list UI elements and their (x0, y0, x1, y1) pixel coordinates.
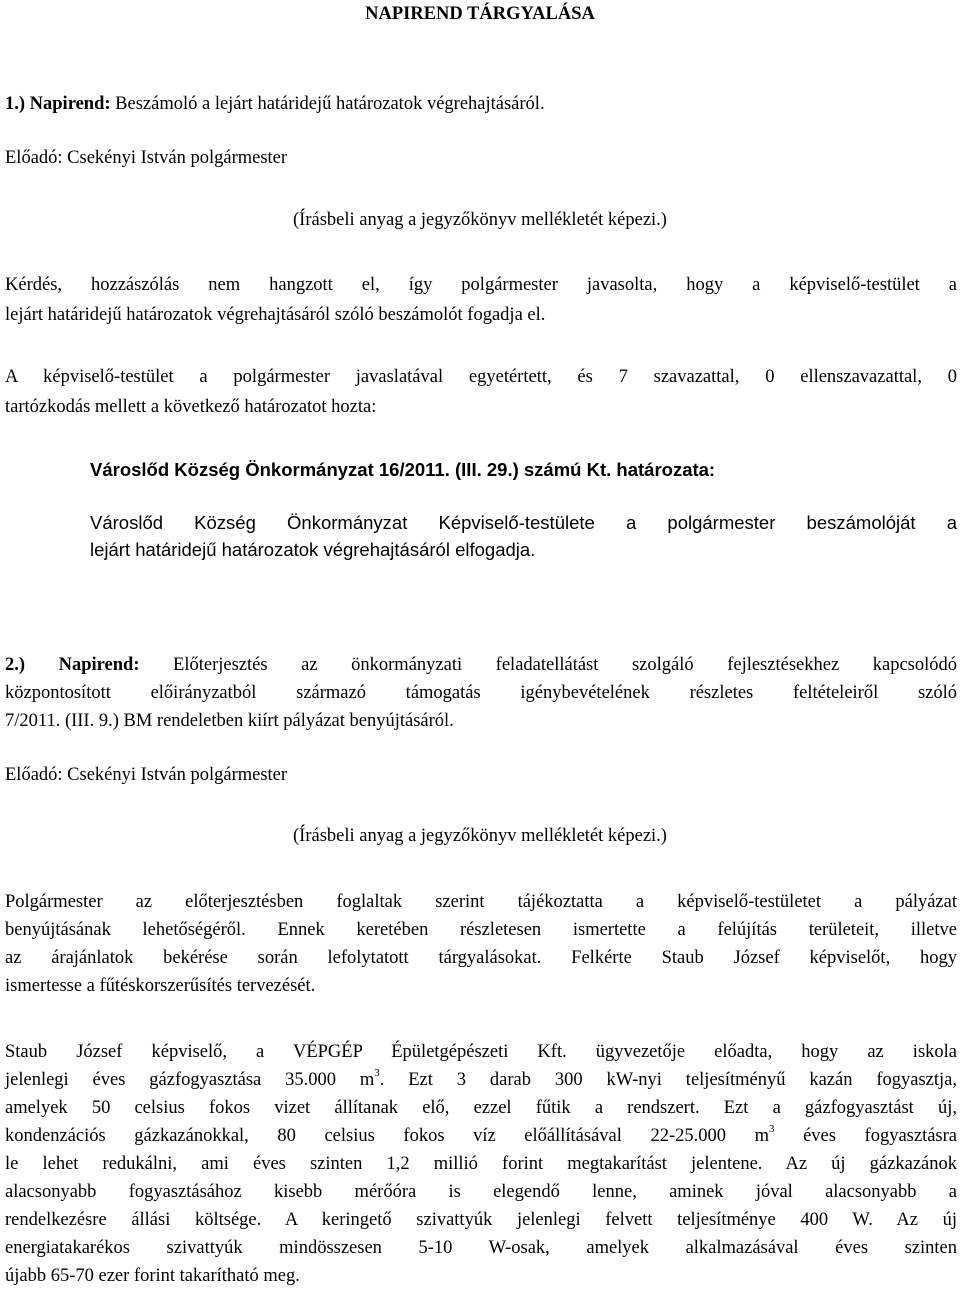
agenda-item-1 (5, 91, 957, 117)
paragraph-2-line-4 (5, 1123, 957, 1149)
annual-consumption-text: éves fogyasztásra (774, 1126, 957, 1146)
resolution-text-line-1: Városlőd Község Önkormányzat Képviselő-testülete a polgármester beszámolóját a (90, 512, 957, 533)
resolution-text-line-2: lejárt határidejű határozatok végrehajtásáról elfogadja. (90, 539, 536, 560)
paragraph-2-line-6: alacsonyabb fogyasztásához kisebb mérőóra is elegendő lenne, aminek jóval alacsonyabb a (5, 1182, 957, 1202)
boiler-text: . Ezt 3 darab 300 kW-nyi teljesítményű kazán fogyasztja, (379, 1070, 957, 1090)
agenda-item-1-label: 1.) Napirend: (5, 94, 111, 114)
cubic-superscript-2: 3 (769, 1122, 775, 1135)
agenda-item-2-attachment-note: (Írásbeli anyag a jegyzőkönyv mellékletét képezi.) (293, 826, 667, 846)
paragraph-1-line-2: benyújtásának lehetőségéről. Ennek keretében részletesen ismertette a felújítás területeit, illetve (5, 920, 957, 940)
agenda-item-1-attachment-note: (Írásbeli anyag a jegyzőkönyv mellékletét képezi.) (293, 210, 667, 230)
paragraph-1-line-1: Polgármester az előterjesztésben foglaltak szerint tájékoztatta a képviselő-testületet a pályázat (5, 892, 957, 912)
condensing-boiler-text: kondenzációs gázkazánokkal, 80 celsius fokos víz előállításával 22-25.000 m (5, 1126, 769, 1146)
agenda-item-2-presenter: Előadó: Csekényi István polgármester (5, 765, 288, 785)
paragraph-2-line-9: újabb 65-70 ezer forint takarítható meg. (5, 1266, 300, 1286)
agenda-item-2-subject-line-2: központosított előirányzatból származó támogatás igénybevételének részletes feltételeiről szóló (5, 683, 957, 703)
discussion-line-1: Kérdés, hozzászólás nem hangzott el, így polgármester javasolta, hogy a képviselő-testület a (5, 275, 957, 295)
paragraph-2-line-3: amelyek 50 celsius fokos vizet állítanak elő, ezzel fűtik a rendszert. Ezt a gázfogyasztást új, (5, 1098, 957, 1118)
cubic-superscript: 3 (374, 1066, 380, 1079)
agenda-item-2-subject-line-3: 7/2011. (III. 9.) BM rendeletben kiírt pályázat benyújtásáról. (5, 711, 454, 731)
paragraph-2-line-5: le lehet redukálni, ami éves szinten 1,2 millió forint megtakarítást jelentene. Az új gázkazánok (5, 1154, 957, 1174)
agenda-item-1-presenter: Előadó: Csekényi István polgármester (5, 148, 288, 168)
paragraph-2-line-1: Staub József képviselő, a VÉPGÉP Épületgépészeti Kft. ügyvezetője előadta, hogy az iskola (5, 1042, 957, 1062)
agenda-item-1-subject: Beszámoló a lejárt határidejű határozatok végrehajtásáról. (110, 94, 545, 114)
resolution-heading: Városlőd Község Önkormányzat 16/2011. (III. 29.) számú Kt. határozata: (90, 459, 716, 480)
discussion-line-2: lejárt határidejű határozatok végrehajtásáról szóló beszámolót fogadja el. (5, 305, 546, 325)
agenda-item-2 (5, 652, 957, 678)
vote-line-2: tartózkodás mellett a következő határozatot hozta: (5, 397, 377, 417)
paragraph-1-line-4: ismertesse a fűtéskorszerűsítés tervezését. (5, 976, 316, 996)
vote-line-1: A képviselő-testület a polgármester javaslatával egyetértett, és 7 szavazattal, 0 ellenszavazattal, 0 (5, 367, 957, 387)
paragraph-2-line-2 (5, 1067, 957, 1093)
paragraph-1-line-3: az árajánlatok bekérése során lefolytatott tárgyalásokat. Felkérte Staub József képviselőt, hogy (5, 948, 957, 968)
paragraph-2-line-8: energiatakarékos szivattyúk mindösszesen 5-10 W-osak, amelyek alkalmazásával éves szinten (5, 1238, 957, 1258)
page-title: NAPIREND TÁRGYALÁSA (365, 4, 595, 24)
paragraph-2-line-7: rendelkezésre állási költsége. A keringető szivattyúk jelenlegi felvett teljesítménye 400 W. Az új (5, 1210, 957, 1230)
agenda-item-2-label: 2.) Napirend: (5, 655, 140, 675)
gas-consumption-text: jelenlegi éves gázfogyasztása 35.000 m (5, 1070, 375, 1090)
agenda-item-2-subject-line-1: Előterjesztés az önkormányzati feladatellátást szolgáló fejlesztésekhez kapcsolódó (139, 655, 957, 675)
